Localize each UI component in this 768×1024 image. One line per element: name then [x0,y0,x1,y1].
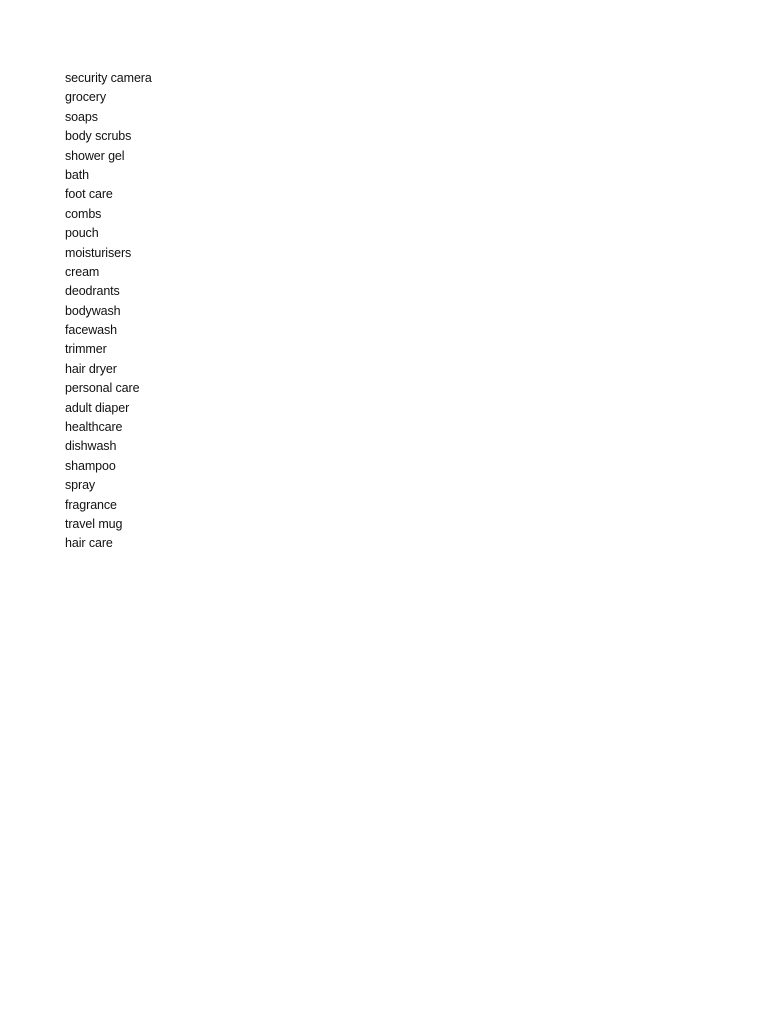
list-item: dishwash [65,439,117,454]
list-item: facewash [65,323,118,338]
list-item: body scrubs [65,129,132,144]
list-item: shower gel [65,148,125,163]
list-item: bath [65,167,89,182]
list-item: deodrants [65,284,120,299]
list-item: travel mug [65,516,123,531]
list-item: fragrance [65,497,117,512]
list-item: shampoo [65,458,116,473]
list-item: healthcare [65,420,123,435]
list-item: security camera [65,71,152,85]
list-item: hair dryer [65,361,117,376]
list-item: grocery [65,90,106,105]
list-item: adult diaper [65,400,130,415]
list-item: spray [65,478,96,493]
list-item: trimmer [65,342,107,357]
list-item: cream [65,264,100,279]
list-item: foot care [65,187,113,202]
category-list [65,69,152,554]
list-item: hair care [65,536,113,551]
list-item: combs [65,206,102,221]
list-item: soaps [65,109,98,124]
list-item: pouch [65,226,99,241]
list-item: personal care [65,381,140,396]
list-item: moisturisers [65,245,132,260]
list-item: bodywash [65,303,121,318]
